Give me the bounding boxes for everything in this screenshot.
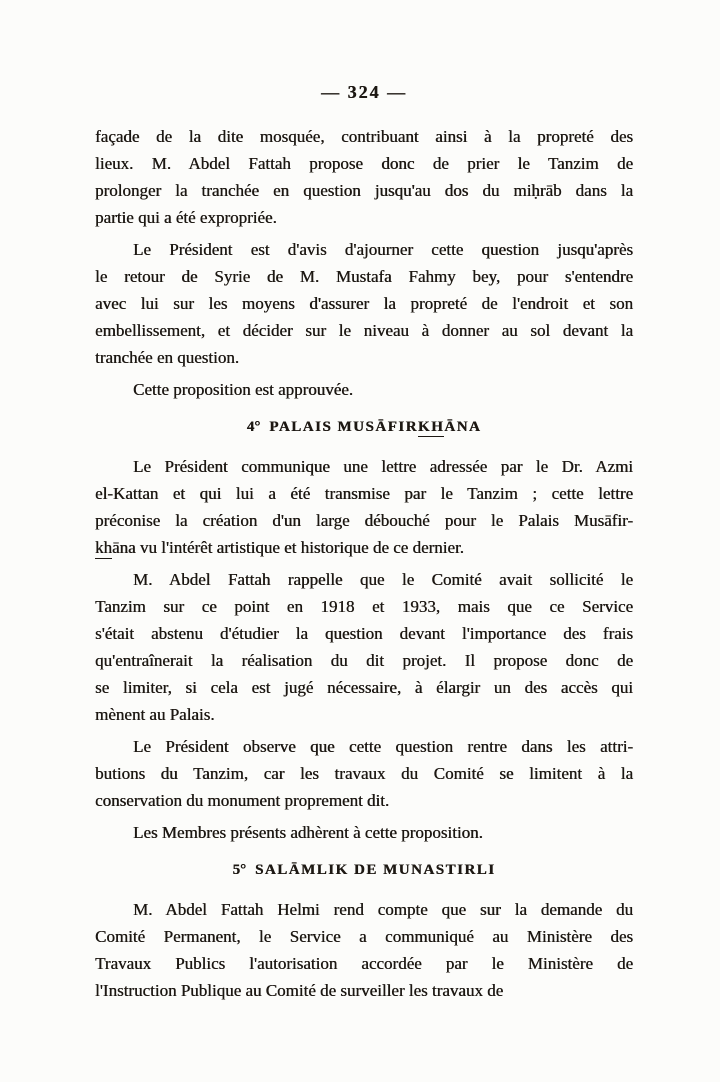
- text-line: el-Kattan et qui lui a été transmise par le Tanzim ; cette lettre: [95, 484, 633, 503]
- section-heading: [95, 859, 633, 881]
- text-line: tranchée en question.: [95, 348, 239, 367]
- page-number: — 324 —: [321, 82, 407, 102]
- paragraph: [95, 819, 633, 846]
- text-line: Cette proposition est approuvée.: [133, 380, 354, 399]
- text-line: Le Président observe que cette question rentre dans les attri-: [133, 737, 633, 756]
- text-line: façade de la dite mosquée, contribuant ainsi à la propreté des: [95, 127, 633, 146]
- paragraph: [95, 566, 633, 728]
- text-line: Le Président communique une lettre adressée par le Dr. Azmi: [133, 457, 633, 476]
- section-title: PALAIS MUSĀFIRKHĀNA: [269, 419, 482, 435]
- text-line: avec lui sur les moyens d'assurer la propreté de l'endroit et son: [95, 294, 633, 313]
- document-body: [95, 123, 633, 1004]
- underlined-transliteration: kh: [95, 538, 112, 557]
- scanned-page: [95, 82, 633, 1009]
- text-line: mènent au Palais.: [95, 705, 215, 724]
- text-line: Tanzim sur ce point en 1918 et 1933, mais que ce Service: [95, 597, 633, 616]
- text-line: embellissement, et décider sur le niveau à donner au sol devant la: [95, 321, 633, 340]
- section-number: 4°: [246, 419, 261, 435]
- text-line: s'était abstenu d'étudier la question devant l'importance des frais: [95, 624, 633, 643]
- text-line: lieux. M. Abdel Fattah propose donc de prier le Tanzim de: [95, 154, 633, 173]
- text-line: Les Membres présents adhèrent à cette proposition.: [133, 823, 483, 842]
- text-line: prolonger la tranchée en question jusqu'au dos du miḥrāb dans la: [95, 181, 633, 200]
- text-line: Comité Permanent, le Service a communiqué au Ministère des: [95, 927, 633, 946]
- paragraph: [95, 236, 633, 371]
- paragraph: [95, 123, 633, 231]
- text-line: conservation du monument proprement dit.: [95, 791, 390, 810]
- text-line: le retour de Syrie de M. Mustafa Fahmy bey, pour s'entendre: [95, 267, 633, 286]
- text-line: préconise la création d'un large débouché pour le Palais Musāfir-: [95, 511, 633, 530]
- paragraph: [95, 896, 633, 1004]
- text-line: Le Président est d'avis d'ajourner cette question jusqu'après: [133, 240, 633, 259]
- text-line: qu'entraînerait la réalisation du dit projet. Il propose donc de: [95, 651, 633, 670]
- underlined-transliteration: KH: [417, 419, 445, 435]
- paragraph: [95, 376, 633, 403]
- text-line: khāna vu l'intérêt artistique et historique de ce dernier.: [95, 538, 464, 557]
- text-line: l'Instruction Publique au Comité de surveiller les travaux de: [95, 981, 504, 1000]
- section-heading: [95, 416, 633, 438]
- paragraph: [95, 733, 633, 814]
- section-number: 5°: [232, 862, 246, 878]
- text-line: se limiter, si cela est jugé nécessaire, à élargir un des accès qui: [95, 678, 633, 697]
- text-line: Travaux Publics l'autorisation accordée par le Ministère de: [95, 954, 633, 973]
- text-line: M. Abdel Fattah Helmi rend compte que sur la demande du: [133, 900, 633, 919]
- text-line: partie qui a été expropriée.: [95, 208, 277, 227]
- section-title: SALĀMLIK DE MUNASTIRLI: [254, 862, 496, 878]
- text-line: butions du Tanzim, car les travaux du Comité se limitent à la: [95, 764, 633, 783]
- paragraph: [95, 453, 633, 561]
- text-line: M. Abdel Fattah rappelle que le Comité avait sollicité le: [133, 570, 633, 589]
